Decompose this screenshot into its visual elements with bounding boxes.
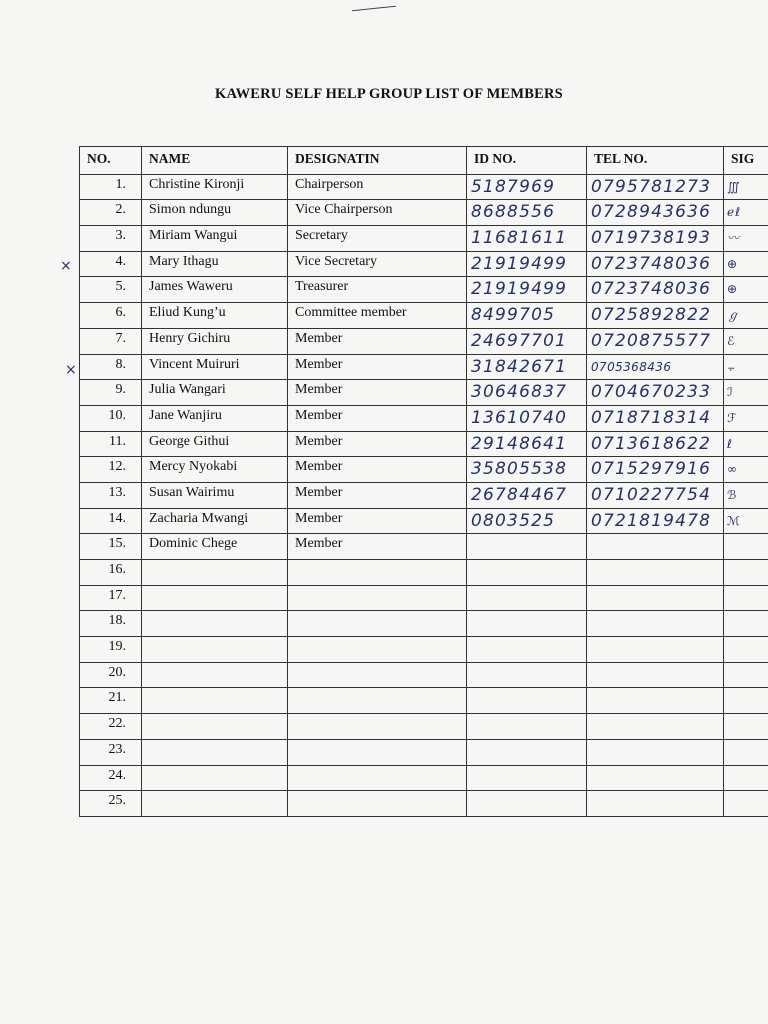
table-row xyxy=(80,534,768,560)
table-row xyxy=(80,405,768,431)
member-tel-no xyxy=(587,585,724,611)
member-tel-no xyxy=(587,765,724,791)
row-number: 21. xyxy=(80,688,142,714)
member-designation xyxy=(288,560,467,586)
member-signature xyxy=(724,560,768,586)
member-signature xyxy=(724,714,768,740)
member-id-no xyxy=(467,765,587,791)
member-tel-no: 0723748036 xyxy=(587,277,724,303)
member-tel-no xyxy=(587,611,724,637)
table-row xyxy=(80,611,768,637)
member-designation xyxy=(288,662,467,688)
row-number: 15. xyxy=(80,534,142,560)
member-tel-no xyxy=(587,739,724,765)
row-number: 24. xyxy=(80,765,142,791)
member-id-no: 8499705 xyxy=(467,303,587,329)
member-id-no: 21919499 xyxy=(467,277,587,303)
member-designation: Secretary xyxy=(288,226,467,252)
row-number: 12. xyxy=(80,457,142,483)
row-number: 8. xyxy=(80,354,142,380)
row-number: 20. xyxy=(80,662,142,688)
table-row xyxy=(80,354,768,380)
member-name: Eliud Kung’u xyxy=(142,303,288,329)
member-designation: Member xyxy=(288,405,467,431)
member-designation xyxy=(288,611,467,637)
member-name: Mercy Nyokabi xyxy=(142,457,288,483)
member-id-no: 29148641 xyxy=(467,431,587,457)
member-designation: Treasurer xyxy=(288,277,467,303)
table-row xyxy=(80,714,768,740)
member-id-no: 5187969 xyxy=(467,174,587,200)
member-id-no: 0803525 xyxy=(467,508,587,534)
member-name: Miriam Wangui xyxy=(142,226,288,252)
header-no: NO. xyxy=(80,147,142,175)
member-name: Christine Kironji xyxy=(142,174,288,200)
member-name: Susan Wairimu xyxy=(142,482,288,508)
member-signature xyxy=(724,637,768,663)
member-designation: Member xyxy=(288,431,467,457)
member-id-no: 8688556 xyxy=(467,200,587,226)
table-row xyxy=(80,200,768,226)
member-designation: Committee member xyxy=(288,303,467,329)
table-row xyxy=(80,637,768,663)
member-tel-no xyxy=(587,560,724,586)
member-designation xyxy=(288,739,467,765)
table-row xyxy=(80,585,768,611)
member-id-no xyxy=(467,585,587,611)
member-signature: ∞ xyxy=(724,457,768,483)
member-name: Jane Wanjiru xyxy=(142,405,288,431)
member-designation: Chairperson xyxy=(288,174,467,200)
member-id-no: 21919499 xyxy=(467,251,587,277)
member-designation xyxy=(288,585,467,611)
member-signature: ℓ xyxy=(724,431,768,457)
member-designation xyxy=(288,791,467,817)
member-signature: ℯℓ xyxy=(724,200,768,226)
table-header-row xyxy=(80,147,768,175)
member-signature xyxy=(724,585,768,611)
member-id-no xyxy=(467,739,587,765)
members-table xyxy=(79,146,768,817)
row-number: 1. xyxy=(80,174,142,200)
row-number: 18. xyxy=(80,611,142,637)
table-row xyxy=(80,277,768,303)
member-id-no: 24697701 xyxy=(467,328,587,354)
table-row xyxy=(80,739,768,765)
row-number: 7. xyxy=(80,328,142,354)
member-tel-no: 0715297916 xyxy=(587,457,724,483)
header-id-no: ID NO. xyxy=(467,147,587,175)
table-row xyxy=(80,328,768,354)
table-row xyxy=(80,791,768,817)
member-id-no: 26784467 xyxy=(467,482,587,508)
member-tel-no xyxy=(587,534,724,560)
table-row xyxy=(80,457,768,483)
row-number: 9. xyxy=(80,380,142,406)
table-row xyxy=(80,380,768,406)
member-signature: ℊ xyxy=(724,303,768,329)
row-number: 11. xyxy=(80,431,142,457)
member-tel-no: 0710227754 xyxy=(587,482,724,508)
member-designation xyxy=(288,637,467,663)
member-designation xyxy=(288,714,467,740)
margin-mark: × xyxy=(60,258,72,274)
member-designation xyxy=(288,688,467,714)
table-row xyxy=(80,251,768,277)
member-designation: Member xyxy=(288,354,467,380)
row-number: 2. xyxy=(80,200,142,226)
member-signature: ℬ xyxy=(724,482,768,508)
member-signature xyxy=(724,739,768,765)
member-id-no: 30646837 xyxy=(467,380,587,406)
table-row xyxy=(80,226,768,252)
member-name: George Githui xyxy=(142,431,288,457)
member-signature: ℰ xyxy=(724,328,768,354)
member-name xyxy=(142,611,288,637)
member-signature xyxy=(724,611,768,637)
member-tel-no: 0721819478 xyxy=(587,508,724,534)
member-id-no: 35805538 xyxy=(467,457,587,483)
member-name: Simon ndungu xyxy=(142,200,288,226)
member-designation: Member xyxy=(288,380,467,406)
member-id-no xyxy=(467,662,587,688)
table-row xyxy=(80,662,768,688)
table-row xyxy=(80,560,768,586)
row-number: 25. xyxy=(80,791,142,817)
row-number: 3. xyxy=(80,226,142,252)
member-tel-no: 0713618622 xyxy=(587,431,724,457)
table-row xyxy=(80,174,768,200)
header-signature: SIG xyxy=(724,147,768,175)
member-signature: 〰 xyxy=(724,226,768,252)
member-designation: Member xyxy=(288,482,467,508)
member-id-no xyxy=(467,611,587,637)
member-name xyxy=(142,662,288,688)
member-signature: ⊕ xyxy=(724,277,768,303)
member-name xyxy=(142,739,288,765)
row-number: 4. xyxy=(80,251,142,277)
member-id-no xyxy=(467,688,587,714)
member-name xyxy=(142,585,288,611)
member-tel-no: 0795781273 xyxy=(587,174,724,200)
member-id-no xyxy=(467,637,587,663)
header-tel-no: TEL NO. xyxy=(587,147,724,175)
table-row xyxy=(80,688,768,714)
member-signature xyxy=(724,662,768,688)
member-name: Dominic Chege xyxy=(142,534,288,560)
member-name xyxy=(142,714,288,740)
member-name xyxy=(142,791,288,817)
member-signature: ⨪ xyxy=(724,354,768,380)
member-signature xyxy=(724,688,768,714)
row-number: 16. xyxy=(80,560,142,586)
member-id-no xyxy=(467,791,587,817)
row-number: 14. xyxy=(80,508,142,534)
member-name xyxy=(142,637,288,663)
member-name: Vincent Muiruri xyxy=(142,354,288,380)
member-name xyxy=(142,765,288,791)
member-id-no xyxy=(467,534,587,560)
member-name: James Waweru xyxy=(142,277,288,303)
member-name: Julia Wangari xyxy=(142,380,288,406)
header-name: NAME xyxy=(142,147,288,175)
member-tel-no: 0718718314 xyxy=(587,405,724,431)
row-number: 5. xyxy=(80,277,142,303)
margin-mark: × xyxy=(65,362,77,378)
member-id-no: 11681611 xyxy=(467,226,587,252)
table-row xyxy=(80,508,768,534)
member-tel-no: 0704670233 xyxy=(587,380,724,406)
member-designation: Member xyxy=(288,508,467,534)
member-name xyxy=(142,560,288,586)
document-title: KAWERU SELF HELP GROUP LIST OF MEMBERS xyxy=(215,86,563,102)
member-name: Mary Ithagu xyxy=(142,251,288,277)
member-tel-no: 0719738193 xyxy=(587,226,724,252)
member-designation: Member xyxy=(288,534,467,560)
table-row xyxy=(80,303,768,329)
row-number: 23. xyxy=(80,739,142,765)
member-tel-no xyxy=(587,791,724,817)
member-tel-no xyxy=(587,688,724,714)
row-number: 19. xyxy=(80,637,142,663)
member-name xyxy=(142,688,288,714)
pen-stroke xyxy=(352,6,396,12)
member-signature xyxy=(724,765,768,791)
member-tel-no: 0720875577 xyxy=(587,328,724,354)
member-id-no: 31842671 xyxy=(467,354,587,380)
member-name: Zacharia Mwangi xyxy=(142,508,288,534)
member-id-no xyxy=(467,560,587,586)
member-tel-no xyxy=(587,637,724,663)
member-id-no xyxy=(467,714,587,740)
member-signature: ∭ xyxy=(724,174,768,200)
row-number: 17. xyxy=(80,585,142,611)
member-tel-no: 0728943636 xyxy=(587,200,724,226)
member-designation: Member xyxy=(288,457,467,483)
row-number: 6. xyxy=(80,303,142,329)
table-row xyxy=(80,482,768,508)
row-number: 10. xyxy=(80,405,142,431)
member-signature: ℐ xyxy=(724,380,768,406)
member-signature xyxy=(724,534,768,560)
table-row xyxy=(80,431,768,457)
table-row xyxy=(80,765,768,791)
member-tel-no: 0723748036 xyxy=(587,251,724,277)
row-number: 22. xyxy=(80,714,142,740)
member-name: Henry Gichiru xyxy=(142,328,288,354)
member-signature: ℱ xyxy=(724,405,768,431)
member-tel-no: 0725892822 xyxy=(587,303,724,329)
member-designation: Vice Secretary xyxy=(288,251,467,277)
member-designation: Vice Chairperson xyxy=(288,200,467,226)
member-id-no: 13610740 xyxy=(467,405,587,431)
member-signature: ⊕ xyxy=(724,251,768,277)
member-designation: Member xyxy=(288,328,467,354)
member-signature xyxy=(724,791,768,817)
header-designation: DESIGNATIN xyxy=(288,147,467,175)
member-tel-no: 0705368436 xyxy=(587,354,724,380)
member-tel-no xyxy=(587,714,724,740)
row-number: 13. xyxy=(80,482,142,508)
member-designation xyxy=(288,765,467,791)
member-tel-no xyxy=(587,662,724,688)
member-signature: ℳ xyxy=(724,508,768,534)
